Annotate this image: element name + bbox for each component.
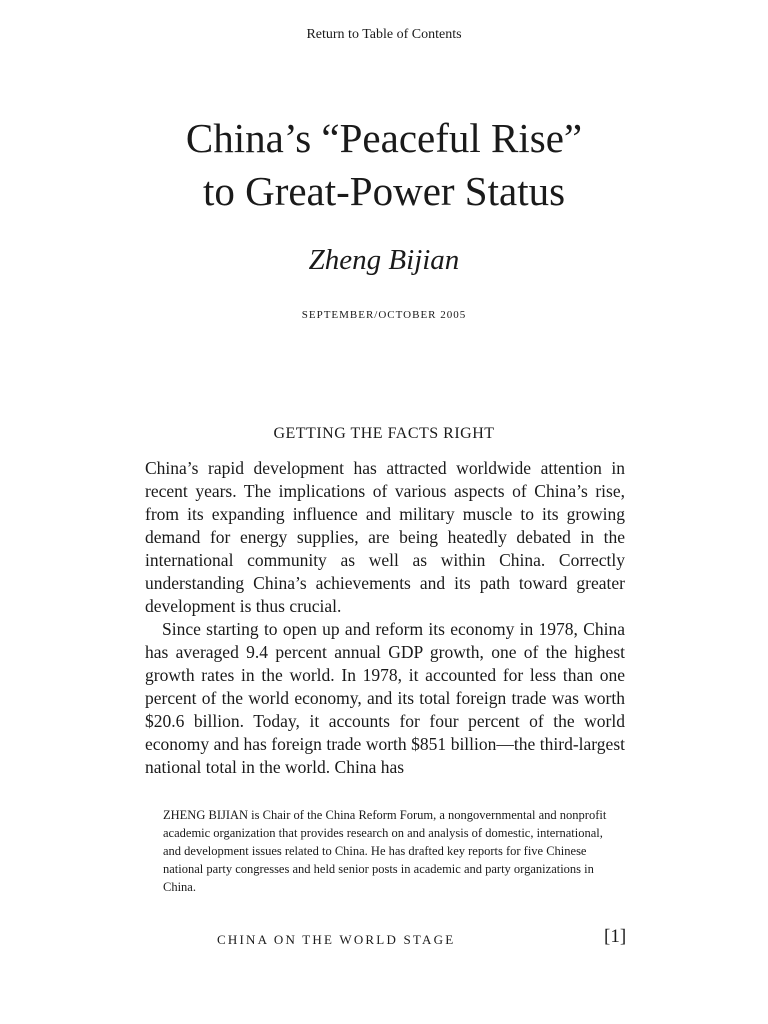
return-to-toc-link[interactable]: Return to Table of Contents [306,27,462,42]
section-heading: GETTING THE FACTS RIGHT [273,425,495,442]
body-paragraph-2: Since starting to open up and reform its economy in 1978, China has averaged 9.4 percent annual GDP growth, one of the highest growth rates in the world. In 1978, it accounted for less than one percent of the world economy, and its total foreign trade was worth $20.6 billion. Today, it accounts for four percent of the world economy and has foreign trade worth $851 billion—the third-largest national total in the world. China has [145,619,625,777]
author-bio-footnote: ZHENG BIJIAN is Chair of the China Reform Forum, a nongovernmental and nonprofit academic organization that provides research on and analysis of domestic, international, and development issues related to China. He has drafted key reports for five Chinese national party congresses and held senior posts in academic and party organizations in China. [163,808,607,894]
author-name: Zheng Bijian [308,244,460,276]
article-title [0,112,768,218]
page-number: [1] [604,926,627,947]
body-paragraph-1: China’s rapid development has attracted worldwide attention in recent years. The implications of various aspects of China’s rise, from its expanding influence and military muscle to its growing demand for energy supplies, are being heatedly debated in the international community as well as within China. Correctly understanding China’s achievements and its path toward greater development is thus crucial. [145,458,625,616]
publication-date: SEPTEMBER/OCTOBER 2005 [301,309,467,321]
article-title-line-1: China’s “Peaceful Rise” [185,115,583,161]
article-title-line-2: to Great-Power Status [202,168,566,214]
article-body [145,457,625,779]
running-footer-title: CHINA ON THE WORLD STAGE [217,932,456,947]
